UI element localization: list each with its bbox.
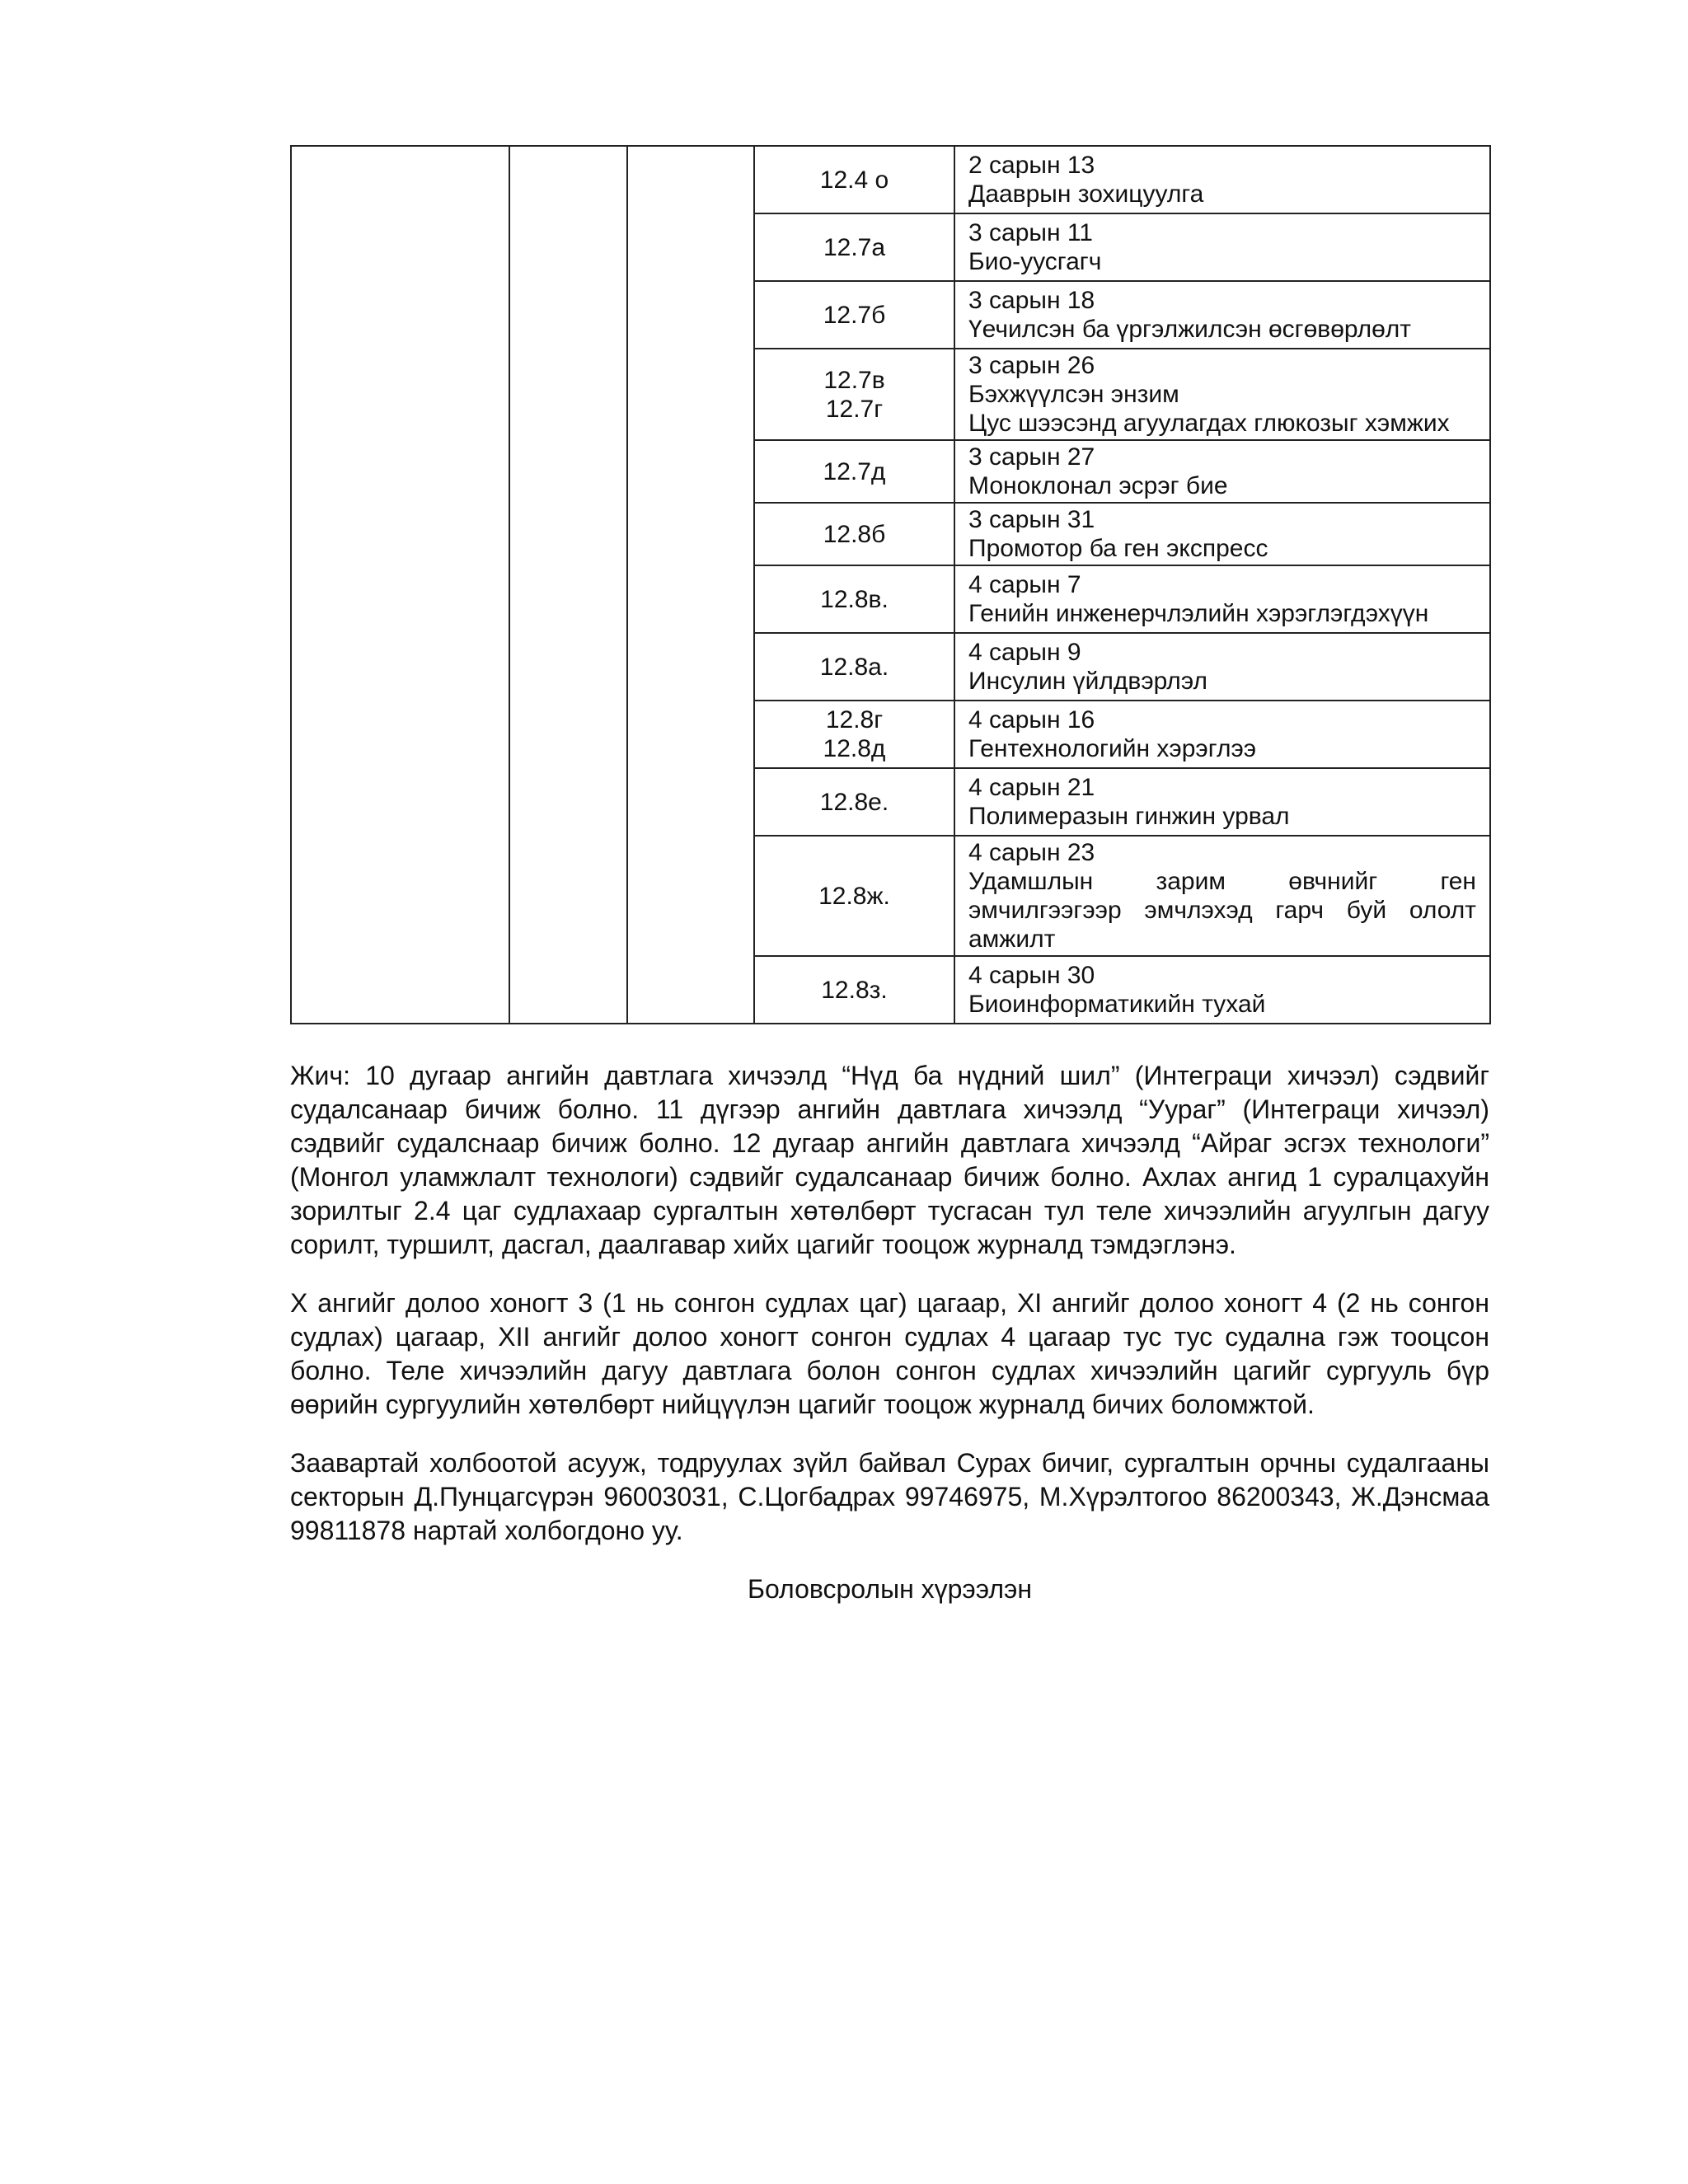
- lesson-date: 3 сарын 11: [968, 219, 1093, 246]
- lesson-code: 12.8а.: [819, 653, 889, 681]
- lesson-date: 4 сарын 16: [968, 706, 1095, 733]
- lesson-topic-cell: [954, 768, 1490, 836]
- lesson-topic-cell: [954, 956, 1490, 1024]
- lesson-code-cell: [754, 440, 954, 503]
- lesson-topic-cell: [954, 349, 1490, 440]
- lesson-code-cell: [754, 768, 954, 836]
- lesson-topic: Инсулин үйлдвэрлэл: [968, 668, 1207, 695]
- lesson-code-cell: [754, 633, 954, 701]
- lesson-code-cell: [754, 503, 954, 565]
- notes-section: [290, 1059, 1489, 1548]
- lesson-topic-cell: [954, 213, 1490, 281]
- lesson-topic: Генийн инженерчлэлийн хэрэглэгдэхүүн: [968, 600, 1429, 627]
- lesson-date: 4 сарын 30: [968, 962, 1095, 989]
- lesson-code-cell: [754, 213, 954, 281]
- lesson-code-cell: [754, 146, 954, 213]
- lesson-topic: Моноклонал эсрэг бие: [968, 472, 1228, 499]
- lesson-code: 12.8е.: [819, 788, 889, 816]
- lesson-topic-cell: [954, 146, 1490, 213]
- lesson-topic-cell: [954, 633, 1490, 701]
- lesson-topic: амжилт: [968, 926, 1056, 953]
- table-row: [291, 146, 1490, 213]
- lesson-code: 12.8ж.: [818, 882, 890, 910]
- lesson-topic-cell: [954, 565, 1490, 633]
- lesson-topic: Гентехнологийн хэрэглээ: [968, 735, 1257, 762]
- lesson-code: 12.8г: [825, 706, 884, 733]
- page-content: [290, 145, 1489, 1606]
- lesson-topic-cell: [954, 836, 1490, 956]
- lesson-date: 2 сарын 13: [968, 152, 1095, 179]
- lesson-code: 12.7а: [823, 233, 886, 261]
- lesson-date: 4 сарын 21: [968, 774, 1095, 801]
- lesson-code: 12.8в.: [820, 585, 889, 613]
- lesson-date: 4 сарын 9: [968, 639, 1081, 666]
- lesson-topic: Био-уусгагч: [968, 248, 1102, 275]
- lesson-code-cell: [754, 349, 954, 440]
- lesson-date: 3 сарын 27: [968, 443, 1095, 471]
- institution-signature: Боловсролын хүрээлэн: [747, 1574, 1033, 1604]
- lesson-code-cell: [754, 701, 954, 768]
- lesson-code: 12.8б: [823, 520, 886, 548]
- lesson-code: 12.7г: [825, 395, 884, 423]
- schedule-table-body: [291, 146, 1490, 1024]
- lesson-date: 4 сарын 7: [968, 571, 1081, 598]
- lesson-date: 3 сарын 18: [968, 287, 1095, 314]
- lesson-topic: Бэхжүүлсэн энзим: [968, 381, 1179, 408]
- lesson-code: 12.8д: [823, 735, 886, 762]
- lesson-date: 4 сарын 23: [968, 839, 1095, 866]
- empty-column-2: [509, 146, 627, 1024]
- empty-column-1: [291, 146, 509, 1024]
- lesson-topic-cell: [954, 503, 1490, 565]
- lesson-code: 12.7в: [823, 366, 885, 394]
- lesson-topic: Дааврын зохицуулга: [968, 180, 1204, 208]
- lesson-topic: Биоинформатикийн тухай: [968, 991, 1266, 1018]
- lesson-topic: Үечилсэн ба үргэлжилсэн өсгөвөрлөлт: [968, 316, 1412, 343]
- lesson-code: 12.7б: [823, 301, 886, 329]
- lesson-topic: Цус шээсэнд агуулагдах глюкозыг хэмжих: [968, 410, 1450, 437]
- lesson-topic: Промотор ба ген экспресс: [968, 535, 1268, 562]
- lesson-code-cell: [754, 281, 954, 349]
- lesson-topic-cell: [954, 281, 1490, 349]
- lesson-code-cell: [754, 565, 954, 633]
- note-paragraph-1: Жич: 10 дугаар ангийн давтлага хичээлд “Нүд ба нүдний шил” (Интеграци хичээл) сэдвийг судалсанаар бичиж болно. 11 дүгээр ангийн давтлага хичээлд “Уураг” (Интеграци хичээл) сэдвийг судалснаар бичиж болно. 12 дугаар ангийн давтлага хичээлд “Айраг эсгэх технологи” (Монгол уламжлалт технологи) сэдвийг судалсанаар бичиж болно. Ахлах ангид 1 суралцахуйн зорилтыг 2.4 цаг судлахаар сургалтын хөтөлбөрт тусгасан тул теле хичээлийн агуулгын дагуу сорилт, туршилт, дасгал, даалгавар хийх цагийг тооцож журналд тэмдэглэнэ.: [290, 1061, 1489, 1259]
- lesson-topic-cell: [954, 440, 1490, 503]
- lesson-topic-cell: [954, 701, 1490, 768]
- contact-paragraph: Заавартай холбоотой асууж, тодруулах зүйл байвал Сурах бичиг, сургалтын орчны судалгааны секторын Д.Пунцагсүрэн 96003031, С.Цогбадрах 99746975, М.Хүрэлтогоо 86200343, Ж.Дэнсмаа 99811878 нартай холбогдоно уу.: [290, 1448, 1489, 1545]
- lesson-code: 12.4 о: [819, 166, 889, 194]
- lesson-code-cell: [754, 956, 954, 1024]
- lesson-code-cell: [754, 836, 954, 956]
- empty-column-3: [627, 146, 754, 1024]
- lesson-date: 3 сарын 31: [968, 506, 1095, 533]
- lesson-code: 12.7д: [823, 457, 886, 485]
- lesson-schedule-table: [290, 145, 1491, 1024]
- note-paragraph-2: X ангийг долоо хоногт 3 (1 нь сонгон судлах цаг) цагаар, XI ангийг долоо хоногт 4 (2 нь сонгон судлах) цагаар, XII ангийг долоо хоногт сонгон судлах 4 цагаар тус тус судална гэж тооцсон болно. Теле хичээлийн дагуу давтлага болон сонгон судлах хичээлийн цагийг сургууль бүр өөрийн сургуулийн хөтөлбөрт нийцүүлэн цагийг тооцож журналд бичих боломжтой.: [290, 1288, 1489, 1419]
- lesson-topic: Полимеразын гинжин урвал: [968, 803, 1290, 830]
- lesson-topic: эмчилгээгээр эмчлэхэд гарч буй ололт: [968, 897, 1476, 924]
- lesson-topic: Удамшлын зарим өвчнийг ген: [968, 868, 1476, 895]
- lesson-code: 12.8з.: [821, 976, 888, 1004]
- lesson-date: 3 сарын 26: [968, 352, 1095, 379]
